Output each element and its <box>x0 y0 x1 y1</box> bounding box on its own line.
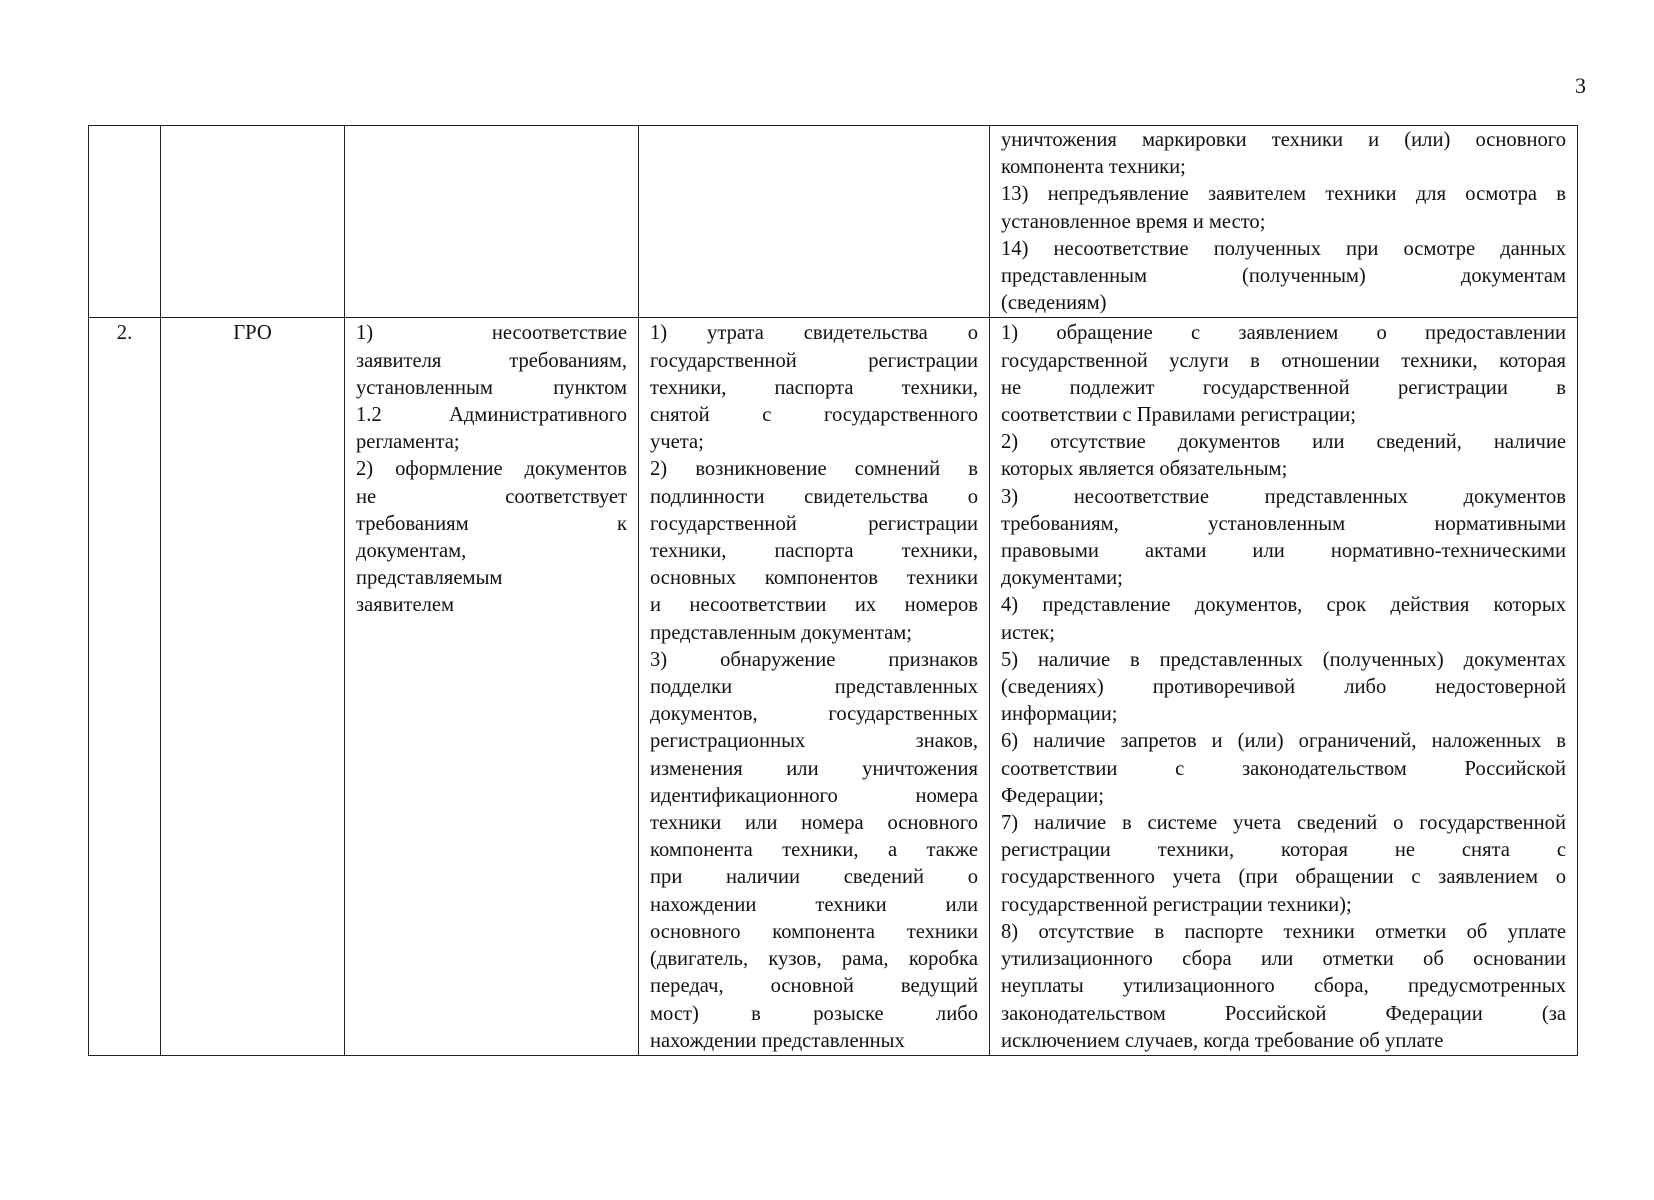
text-line: 3) обнаружение признаков <box>650 648 978 671</box>
text-line: государственной услуги в отношении техники, которая <box>1001 349 1566 372</box>
text-line: государственной регистрации техники); <box>1001 893 1352 916</box>
text-line: 14) несоответствие полученных при осмотре данных <box>1001 237 1566 260</box>
text-line: правовыми актами или нормативно-техническими <box>1001 540 1566 563</box>
text-line: 1) утрата свидетельства о <box>650 322 978 345</box>
text-line: техники, паспорта техники, <box>650 376 978 399</box>
suspension-grounds-cell <box>639 318 990 1055</box>
text-line: (двигатель, кузов, рама, коробка <box>650 948 978 971</box>
service-code-cell: ГРО <box>161 318 345 1055</box>
text-line: 6) наличие запретов и (или) ограничений, наложенных в <box>1001 730 1566 753</box>
text-line: учета; <box>650 431 704 454</box>
text-line: Федерации; <box>1001 784 1104 807</box>
text-line: исключением случаев, когда требование об уплате <box>1001 1029 1444 1052</box>
text-line: подделки представленных <box>650 676 978 699</box>
table-row <box>89 318 1578 1055</box>
text-line: мост) в розыске либо <box>650 1002 978 1025</box>
text-line: установленное время и место; <box>1001 210 1266 233</box>
text-line: 2) отсутствие документов или сведений, наличие <box>1001 431 1566 454</box>
text-line: техники, паспорта техники, <box>650 540 978 563</box>
rejection-grounds-cell <box>990 126 1578 318</box>
text-line: государственного учета (при обращении с заявлением о <box>1001 866 1566 889</box>
text-line: представляемым <box>356 567 503 590</box>
text-line: 1) обращение с заявлением о предоставлении <box>1001 322 1566 345</box>
text-line: не соответствует <box>356 485 627 508</box>
text-line: представленным документам; <box>650 621 912 644</box>
text-line: основных компонентов техники <box>650 567 978 590</box>
text-line: документами; <box>1001 567 1123 590</box>
text-line: государственной регистрации <box>650 349 978 372</box>
text-line: снятой с государственного <box>650 404 978 427</box>
text-line: 1) несоответствие <box>356 322 627 345</box>
text-line: передач, основной ведущий <box>650 975 978 998</box>
text-line: соответствии с Правилами регистрации; <box>1001 404 1356 427</box>
text-line: информации; <box>1001 703 1118 726</box>
text-line: 8) отсутствие в паспорте техники отметки об уплате <box>1001 920 1566 943</box>
text-line: установленным пунктом <box>356 376 627 399</box>
text-line: регламента; <box>356 431 460 454</box>
row-number-cell <box>89 126 161 318</box>
suspension-grounds-cell <box>639 126 990 318</box>
text-line: компонента техники, а также <box>650 839 978 862</box>
text-line: (сведениях) противоречивой либо недостоверной <box>1001 676 1566 699</box>
text-line: требованиям к <box>356 512 627 535</box>
text-line: документам, <box>356 540 467 563</box>
text-line: представленным (полученным) документам <box>1001 265 1566 288</box>
text-line: регистрации техники, которая не снята с <box>1001 839 1566 862</box>
text-line: и несоответствии их номеров <box>650 594 978 617</box>
text-line: (сведениям) <box>1001 292 1107 315</box>
row-number-cell: 2. <box>89 318 161 1055</box>
text-line: 7) наличие в системе учета сведений о государственной <box>1001 812 1566 835</box>
text-line: 13) непредъявление заявителем техники для осмотра в <box>1001 183 1566 206</box>
refusal-grounds-cell <box>345 126 639 318</box>
text-line: заявителем <box>356 594 455 617</box>
text-line: при наличии сведений о <box>650 866 978 889</box>
text-line: компонента техники; <box>1001 156 1186 179</box>
text-line: 3) несоответствие представленных документов <box>1001 485 1566 508</box>
text-line: законодательством Российской Федерации (за <box>1001 1002 1566 1025</box>
text-line: заявителя требованиям, <box>356 349 627 372</box>
text-line: техники или номера основного <box>650 812 978 835</box>
text-line: регистрационных знаков, <box>650 730 978 753</box>
text-line: 5) наличие в представленных (полученных) документах <box>1001 648 1566 671</box>
text-line: нахождении техники или <box>650 893 978 916</box>
rejection-grounds-cell <box>990 318 1578 1055</box>
text-line: соответствии с законодательством Российской <box>1001 757 1566 780</box>
text-line: 1.2 Административного <box>356 404 627 427</box>
text-line: нахождении представленных <box>650 1029 905 1052</box>
text-line: идентификационного номера <box>650 784 978 807</box>
grounds-table <box>88 125 1578 1056</box>
text-line: требованиям, установленным нормативными <box>1001 512 1566 535</box>
text-line: документов, государственных <box>650 703 978 726</box>
text-line: изменения или уничтожения <box>650 757 978 780</box>
text-line: истек; <box>1001 621 1056 644</box>
refusal-grounds-cell <box>345 318 639 1055</box>
text-line: 4) представление документов, срок действия которых <box>1001 594 1566 617</box>
page-number: 3 <box>1575 73 1586 98</box>
text-line: основного компонента техники <box>650 920 978 943</box>
text-line: государственной регистрации <box>650 512 978 535</box>
text-line: уничтожения маркировки техники и (или) основного <box>1001 129 1566 151</box>
text-line: подлинности свидетельства о <box>650 485 978 508</box>
text-line: утилизационного сбора или отметки об основании <box>1001 948 1566 971</box>
service-code-cell <box>161 126 345 318</box>
text-line: 2) оформление документов <box>356 458 627 481</box>
text-line: не подлежит государственной регистрации в <box>1001 376 1566 399</box>
text-line: 2) возникновение сомнений в <box>650 458 978 481</box>
text-line: неуплаты утилизационного сбора, предусмотренных <box>1001 975 1566 998</box>
text-line: которых является обязательным; <box>1001 458 1288 481</box>
table-row <box>89 126 1578 318</box>
